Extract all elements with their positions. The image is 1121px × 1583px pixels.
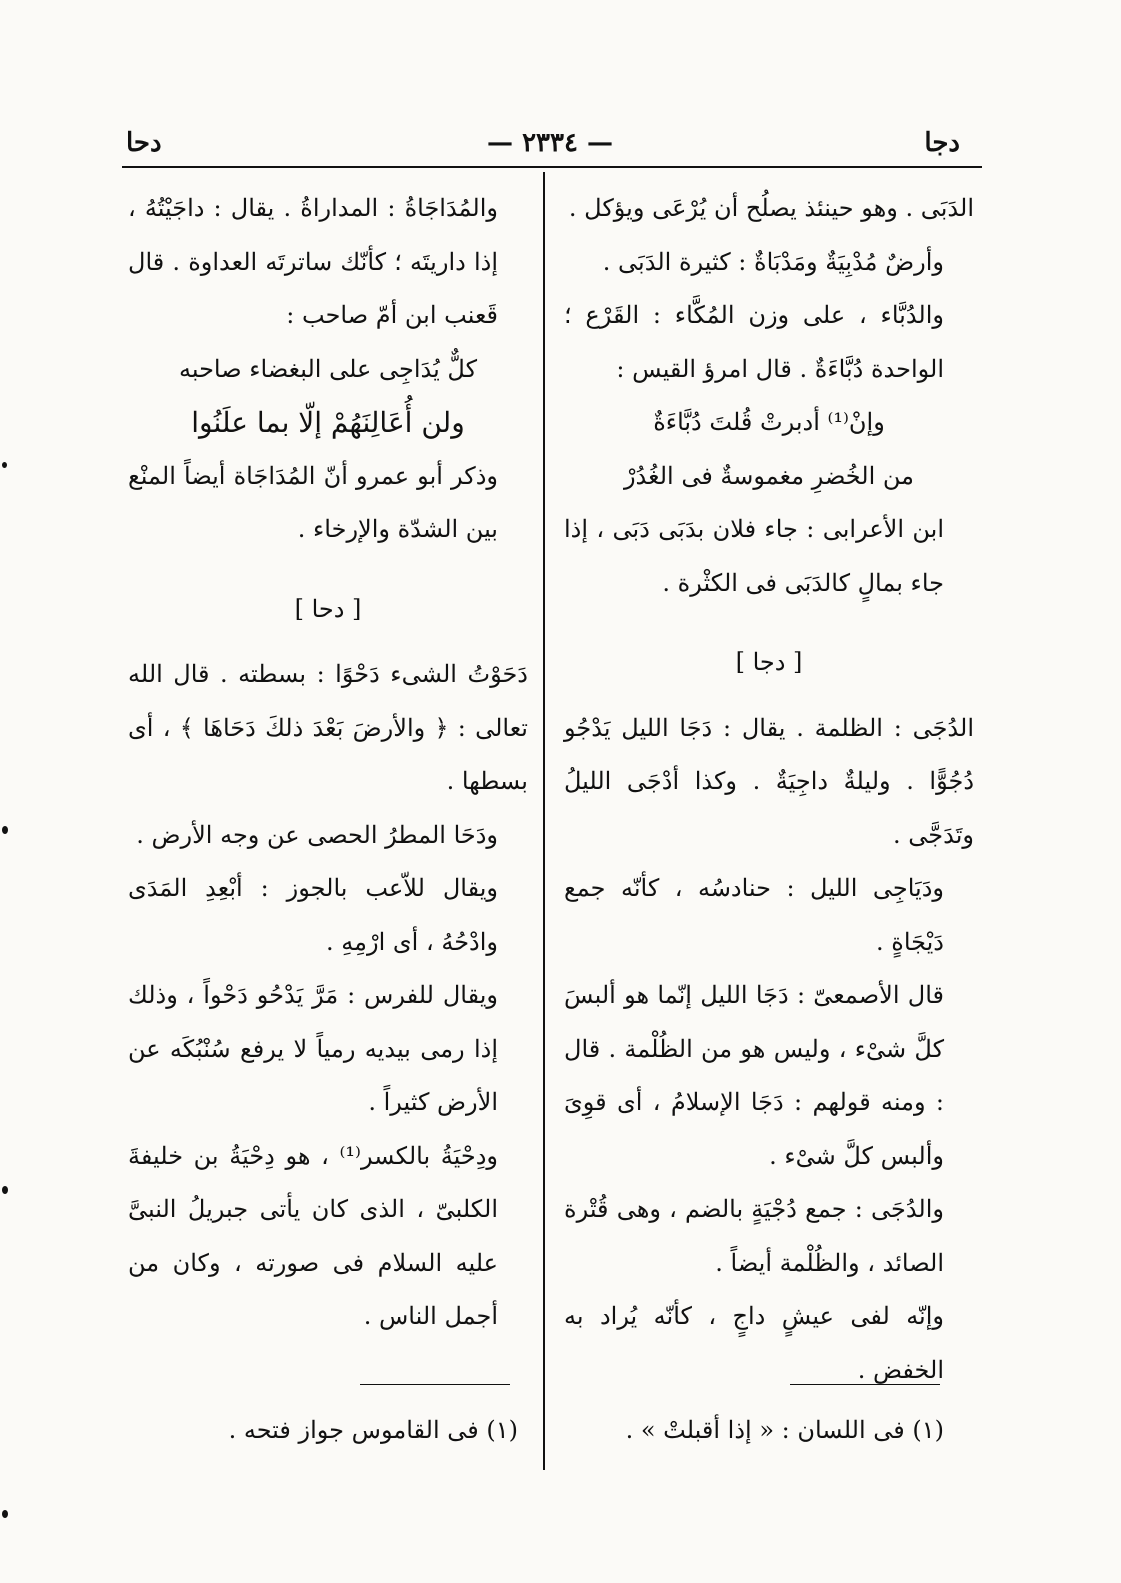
verse-line: ولن أُعَالِنَهُمْ إلّا بما علَنُوا: [191, 406, 465, 439]
paragraph: ويقال للفرس : مَرَّ يَدْحُو دَحْواً ، وذلك إذا رمى بيديه رمياً لا يرفع سُنْبُكَه عن الأرض كثيراً .: [128, 981, 498, 1116]
paragraph: والدُجَى : جمع دُجْيَةٍ بالضم ، وهى قُتْرة الصائد ، والظُلْمة أيضاً .: [564, 1195, 944, 1277]
footnote-rule: [360, 1384, 510, 1385]
verse-line: من الخُضرِ مغموسةٌ فى الغُدُرْ: [623, 461, 915, 490]
paragraph: دَحَوْتُ الشىء دَحْوًا : بسطته . قال الله تعالى : ﴿ والأرضَ بَعْدَ ذلكَ دَحَاهَا ﴾ ، أى بسطها .: [128, 660, 528, 795]
right-column: [564, 182, 974, 1397]
column-divider: [543, 172, 545, 1470]
margin-speck: [2, 462, 7, 468]
footnote-rule: [790, 1384, 940, 1385]
paragraph: الدُجَى : الظلمة . يقال : دَجَا الليل يَدْجُو دُجُوًّا . وليلةٌ داجِيَةٌ . وكذا أدْجَى الليلُ وتَدَجَّى .: [564, 713, 974, 849]
paragraph: ويقال للاّعب بالجوز : أبْعِدِ المَدَى وادْحُهُ ، أى ارْمِهِ .: [128, 874, 498, 956]
paragraph: ودَحَا المطرُ الحصى عن وجه الأرض .: [136, 820, 498, 849]
left-column: [128, 182, 528, 1344]
running-header: [120, 128, 980, 168]
paragraph: وإنّه لفى عيشٍ داجٍ ، كأنّه يُراد به الخفض .: [564, 1302, 944, 1384]
page-number: — ٢٣٣٤ —: [487, 128, 613, 158]
verse-line: وإنْ⁽¹⁾ أدبرتْ قُلتَ دُبَّاءَةٌ: [653, 408, 885, 436]
paragraph: وذكر أبو عمرو أنّ المُدَاجَاة أيضاً المنْع بين الشدّة والإرخاء .: [128, 461, 498, 543]
paragraph: والمُدَاجَاةُ : المداراةُ . يقال : داجَيْتُهُ ، إذا داريتَه ؛ كأنّك ساترتَه العداوة . قال قَعنب ابن أمّ صاحب :: [128, 194, 498, 329]
header-right-word: دجا: [924, 128, 960, 158]
header-rule: [122, 166, 982, 168]
margin-speck: [2, 1510, 8, 1518]
paragraph: ابن الأعرابى : جاء فلان بدَبَى دَبَى ، إذا جاء بمالٍ كالدَبَى فى الكثْرة .: [564, 515, 944, 597]
header-left-word: دحا: [126, 128, 162, 158]
paragraph: قال الأصمعىّ : دَجَا الليل إنّما هو ألبسَ كلَّ شىْء ، وليس هو من الظُلْمة . قال : ومنه قولهم : دَجَا الإسلامُ ، أى قوِىَ وألبس كلَّ شىْء .: [564, 981, 944, 1170]
entry-heading: [ دحا ]: [294, 594, 362, 623]
paragraph: الدَبَى . وهو حينئذ يصلُح أن يُرْعَى ويؤكل .: [568, 194, 974, 222]
paragraph: والدُبَّاء ، على وزن المُكَّاء : القَرْع ؛ الواحدة دُبَّاءَةٌ . قال امرؤ القيس :: [564, 301, 944, 383]
footnote-left: (١) فى القاموس جواز فتحه .: [228, 1416, 518, 1444]
paragraph: ودِحْيَةُ بالكسر⁽¹⁾ ، هو دِحْيَةُ بن خليفةَ الكلبىّ ، الذى كان يأتى جبريلُ النبىَّ عليه السلام فى صورته ، وكان من أجمل الناس .: [128, 1141, 498, 1330]
entry-heading: [ دجا ]: [735, 648, 803, 676]
margin-speck: [2, 1186, 8, 1194]
paragraph: وأرضٌ مُدْبِيَةٌ ومَدْبَاةٌ : كثيرة الدَبَى .: [602, 247, 944, 276]
paragraph: ودَيَاجِى الليل : حنادسُه ، كأنّه جمع دَيْجَاةٍ .: [564, 874, 944, 956]
margin-speck: [2, 826, 8, 834]
footnote-right: (١) فى اللسان : « إذا أقبلتْ » .: [625, 1416, 944, 1444]
verse-line: كلٌّ يُدَاجِى على البغضاء صاحبه: [178, 354, 478, 383]
